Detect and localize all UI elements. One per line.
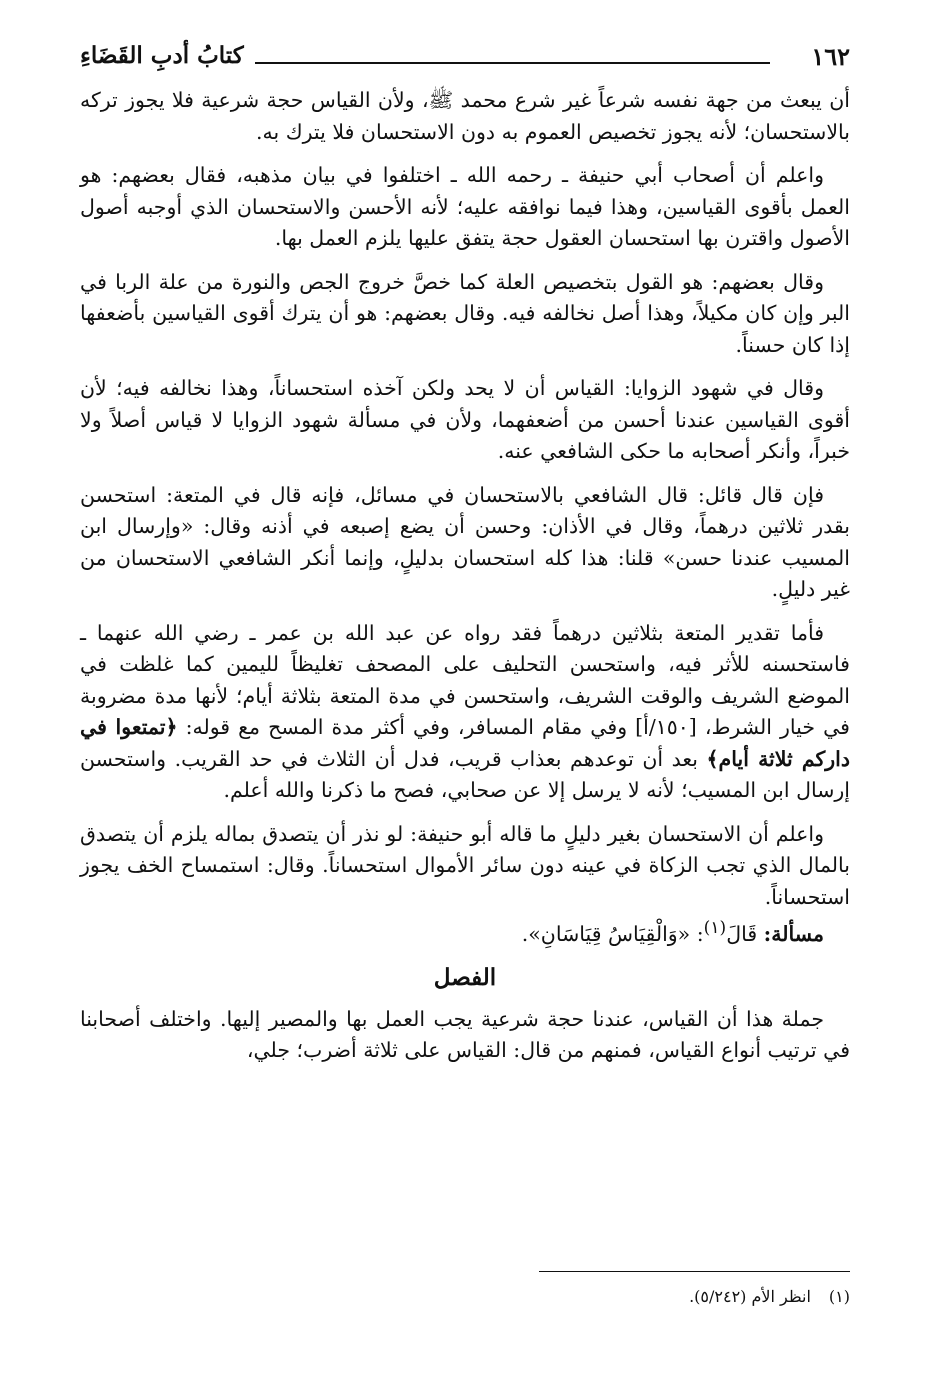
section-title: الفصل xyxy=(433,964,497,992)
page-number: ١٦٢ xyxy=(811,42,850,71)
header-rule xyxy=(255,62,770,64)
masala-label: مسألة: xyxy=(763,921,824,946)
footnote-reference[interactable]: (١) xyxy=(703,918,727,938)
page-header xyxy=(80,40,850,76)
paragraph-1: أن يبعث من جهة نفسه شرعاً غير شرع محمد ﷺ، ولأن القياس حجة شرعية فلا يجوز تركه بالاستحسان؛ لأنه يجوز تخصيص العموم به دون الاستحسان فلا يترك به. xyxy=(80,88,850,144)
paragraph-6 xyxy=(80,618,850,807)
footnote xyxy=(150,1285,850,1309)
masala-text: قَالَ xyxy=(726,921,758,946)
quran-quote: ﴿تمتعوا في داركم ثلاثة أيام﴾ xyxy=(80,715,850,771)
paragraph-7: واعلم أن الاستحسان بغير دليلٍ ما قاله أبو حنيفة: لو نذر أن يتصدق بماله يلزم أن يتصدق بالمال الذي تجب الزكاة في عينه دون سائر الأموال استحساناً. وقال: استمساح الخف يجوز استحساناً. xyxy=(80,821,850,909)
masala-quote: : «وَالْقِيَاسُ قِيَاسَانِ». xyxy=(521,921,704,946)
footnote-text: انظر الأم (٥/٢٤٢). xyxy=(689,1287,811,1306)
paragraph-4: وقال في شهود الزوايا: القياس أن لا يحد ولكن آخذه استحساناً، وهذا نخالفه فيه؛ لأن أقوى القياسين عندنا أحسن من أضعفهما، ولأن في مسألة شهود الزوايا لا قياس أصلاً ولا خبراً، وأنكر أصحابه ما حكى الشافعي عنه. xyxy=(80,376,850,463)
paragraph-6-continuation: بعد أن توعدهم بعذاب قريب، فدل أن الثلاث في حد القريب. واستحسن إرسال ابن المسيب؛ لأنه لا يرسل إلا عن صحابي، فصح ما ذكرنا والله أعلم. xyxy=(80,746,850,802)
masala-line xyxy=(80,913,850,950)
book-title: كتابُ أدبِ القَضَاءِ xyxy=(80,42,244,69)
paragraph-2: واعلم أن أصحاب أبي حنيفة ـ رحمه الله ـ اختلفوا في بيان مذهبه، فقال بعضهم: هو العمل بأقوى القياسين، وهذا فيما نوافقه عليه؛ لأنه الأحسن والاستحسان الذي أوجبه أصول الأصول واقترن بها استحسان العقول حجة يتفق عليها يلزم العمل بها. xyxy=(80,163,850,250)
paragraph-5: فإن قال قائل: قال الشافعي بالاستحسان في مسائل، فإنه قال في المتعة: استحسن بقدر ثلاثين درهماً، وقال في الأذان: وحسن أن يضع إصبعه في أذنه وقال: «وإرسال ابن المسيب عندنا حسن» قلنا: هذا كله استحسان بدليلٍ، وإنما أنكر الشافعي الاستحسان من غير دليلٍ. xyxy=(80,482,850,601)
section-paragraph: جملة هذا أن القياس، عندنا حجة شرعية يجب العمل بها والمصير إليها. واختلف أصحابنا في ترتيب أنواع القياس، فمنهم من قال: القياس على ثلاثة أضرب؛ جلي، xyxy=(80,1006,850,1063)
paragraph-3: وقال بعضهم: هو القول بتخصيص العلة كما خصَّ خروج الجص والنورة من علة الربا في البر وإن كان مكيلاً، وهذا أصل نخالفه فيه. وقال بعضهم: هو أن يترك أقوى القياسين بأضعفها إذا كان حسناً. xyxy=(80,269,850,357)
paragraph-6-text: فأما تقدير المتعة بثلاثين درهماً فقد رواه عن عبد الله بن عمر ـ رضي الله عنهما ـ فاستحسنه للأثر فيه، واستحسن التحليف على المصحف تغليظاً لليمين كما غلظت في الموضع الشريف والوقت الشريف، واستحسن في مدة المتعة بثلاثة أيام؛ لأنها مدة مضروبة في خيار الشرط، [١٥٠/أ] وفي مقام المسافر، وفي أكثر مدة المسح مع قوله: xyxy=(80,620,850,739)
footnote-marker: (١) xyxy=(828,1287,850,1306)
footnote-rule xyxy=(539,1271,850,1272)
main-text xyxy=(80,85,850,1079)
